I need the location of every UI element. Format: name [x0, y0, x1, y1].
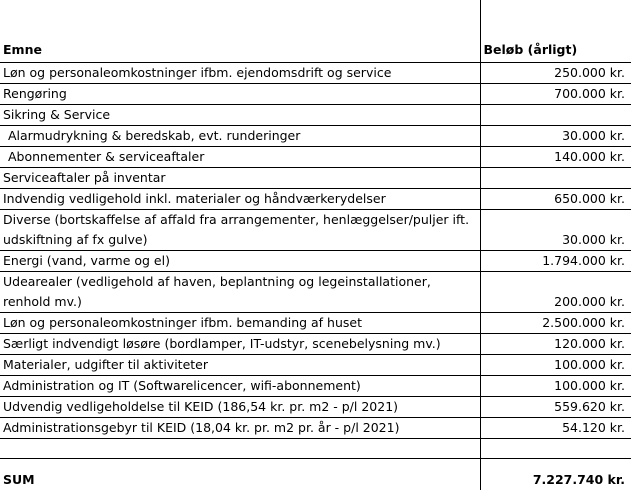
row-label[interactable]: Abonnementer & serviceaftaler	[0, 147, 480, 168]
row-label[interactable]: Indvendig vedligehold inkl. materialer og håndværkerydelser	[0, 189, 480, 210]
table-row	[0, 334, 631, 355]
row-amount[interactable]: 250.000 kr.	[480, 63, 631, 84]
row-label[interactable]: Rengøring	[0, 84, 480, 105]
row-amount[interactable]: 30.000 kr.	[480, 210, 631, 251]
row-label[interactable]: Diverse (bortskaffelse af affald fra arrangementer, henlæggelser/puljer ift. udskiftning af fx gulve)	[0, 210, 480, 251]
row-label[interactable]: Serviceaftaler på inventar	[0, 168, 480, 189]
table-row	[0, 251, 631, 272]
row-amount[interactable]: 700.000 kr.	[480, 84, 631, 105]
blank-cell[interactable]	[480, 439, 631, 459]
row-label[interactable]: Løn og personaleomkostninger ifbm. ejendomsdrift og service	[0, 63, 480, 84]
row-amount[interactable]: 30.000 kr.	[480, 126, 631, 147]
row-amount[interactable]	[480, 105, 631, 126]
row-amount[interactable]: 1.794.000 kr.	[480, 251, 631, 272]
row-label[interactable]: Udvendig vedligeholdelse til KEID (186,54 kr. pr. m2 - p/l 2021)	[0, 397, 480, 418]
row-amount[interactable]: 559.620 kr.	[480, 397, 631, 418]
row-label[interactable]: Energi (vand, varme og el)	[0, 251, 480, 272]
row-label[interactable]: Materialer, udgifter til aktiviteter	[0, 355, 480, 376]
row-amount[interactable]: 2.500.000 kr.	[480, 313, 631, 334]
table-row	[0, 105, 631, 126]
sum-amount[interactable]: 7.227.740 kr.	[480, 459, 631, 490]
row-label[interactable]: Administrationsgebyr til KEID (18,04 kr. pr. m2 pr. år - p/l 2021)	[0, 418, 480, 439]
row-label[interactable]: Administration og IT (Softwarelicencer, wifi-abonnement)	[0, 376, 480, 397]
table-row	[0, 168, 631, 189]
row-amount[interactable]: 200.000 kr.	[480, 272, 631, 313]
header-subject: Emne	[0, 0, 480, 63]
table-row	[0, 418, 631, 439]
table-row	[0, 84, 631, 105]
sum-label[interactable]: SUM	[0, 459, 480, 490]
row-amount[interactable]: 100.000 kr.	[480, 355, 631, 376]
row-amount[interactable]	[480, 168, 631, 189]
row-label[interactable]: Særligt indvendigt løsøre (bordlamper, IT-udstyr, scenebelysning mv.)	[0, 334, 480, 355]
row-label[interactable]: Løn og personaleomkostninger ifbm. bemanding af huset	[0, 313, 480, 334]
sum-row	[0, 459, 631, 490]
row-amount[interactable]: 100.000 kr.	[480, 376, 631, 397]
table-row	[0, 355, 631, 376]
table-row	[0, 376, 631, 397]
table-row	[0, 397, 631, 418]
blank-cell[interactable]	[0, 439, 480, 459]
header-row	[0, 0, 631, 63]
row-amount[interactable]: 650.000 kr.	[480, 189, 631, 210]
row-label[interactable]: Alarmudrykning & beredskab, evt. runderinger	[0, 126, 480, 147]
table-row	[0, 147, 631, 168]
table-row	[0, 313, 631, 334]
blank-row	[0, 439, 631, 459]
table-row	[0, 272, 631, 313]
row-label[interactable]: Udearealer (vedligehold af haven, beplantning og legeinstallationer, renhold mv.)	[0, 272, 480, 313]
row-amount[interactable]: 120.000 kr.	[480, 334, 631, 355]
header-amount: Beløb (årligt)	[480, 0, 631, 63]
table-row	[0, 189, 631, 210]
row-label[interactable]: Sikring & Service	[0, 105, 480, 126]
table-row	[0, 126, 631, 147]
row-amount[interactable]: 140.000 kr.	[480, 147, 631, 168]
row-amount[interactable]: 54.120 kr.	[480, 418, 631, 439]
table-row	[0, 63, 631, 84]
table-row	[0, 210, 631, 251]
